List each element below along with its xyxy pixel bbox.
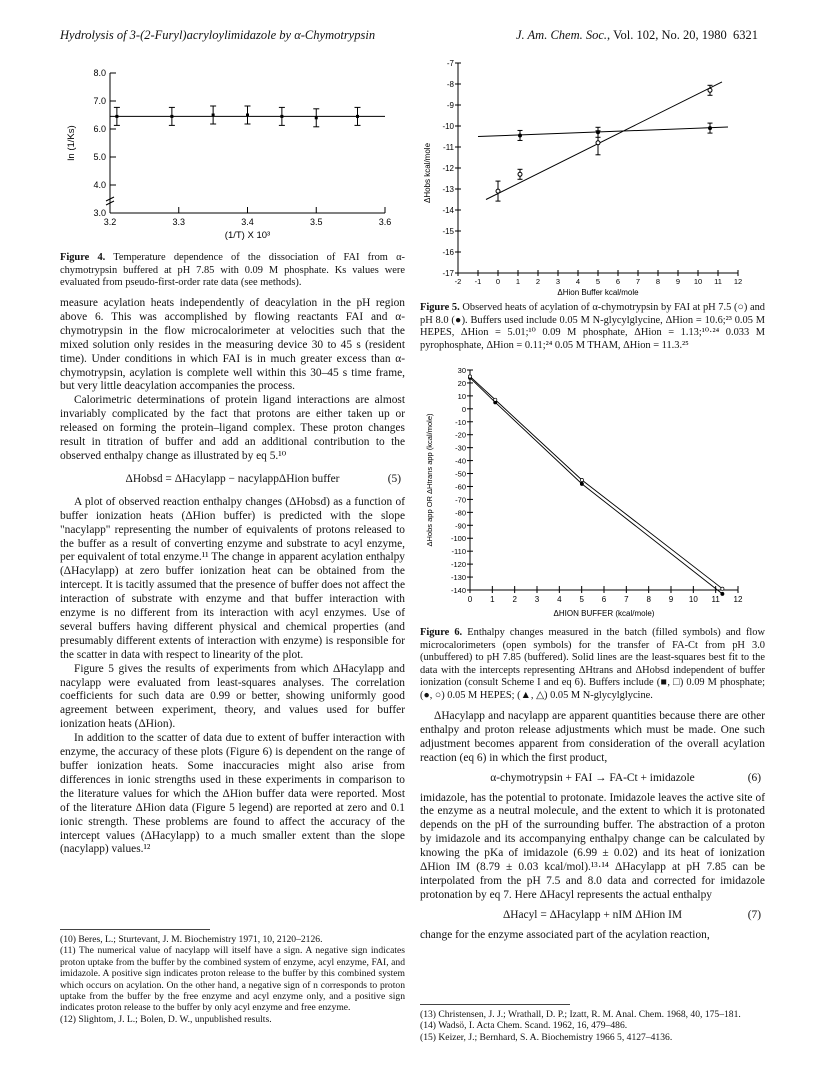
figure-5-caption-text: Observed heats of acylation of α-chymotrypsin by FAI at pH 7.5 (○) and pH 8.0 (●). Buffers used include 0.05 M N-glycylglycine, ΔHion = 10.6;²³ 0.05 M HEPES, ΔHion = 5.01;¹⁰ 0.09 M phosphate, ΔHion = 1.13;¹⁰·²⁴ 0.033 M pyrophosphate, ΔHion = 0.11;²⁴ 0.05 M THAM, ΔHion = 11.3.²⁵ [420, 302, 765, 351]
left-paragraph-3: A plot of observed reaction enthalpy changes (ΔHobsd) as a function of buffer ionization heats (ΔHion buffer) is predicted with the slope "nacylapp" representing the number of equivalents of protons released to the buffer as a result of converting enzyme and substrate to acyl enzyme, per equivalent of total enzyme.¹¹ The change in apparent acylation enthalpy (ΔHacylapp) at zero buffer ionization heat can be obtained from the intercept. It is tacitly assumed that the presence of buffer does not affect the interaction of substrate with enzyme and that buffer interaction with enzyme is no different from its interaction with acyl enzymes. Use of several buffers having different physical and chemical properties (and presumably different extents of interaction with enzyme) is responsible for the scatter in data with respect to linearity of the plot. [60, 495, 405, 661]
page-number: 6321 [733, 28, 758, 42]
fig5-y-tick-label: -17 [442, 269, 454, 278]
fig6-y-tick-label: -50 [455, 469, 466, 479]
equation-7-text: ΔHacyl = ΔHacylapp + nIM ΔHion IM [502, 908, 683, 921]
equation-7-number: (7) [747, 908, 761, 921]
footnote-13: (13) Christensen, J. J.; Wrathall, D. P.; Izatt, R. M. Anal. Chem. 1968, 40, 175–181. [420, 1009, 741, 1020]
figure-5-chart [420, 55, 765, 295]
fig4-y-tick-label: 3.0 [93, 208, 106, 218]
fig4-x-tick-label: 3.5 [309, 217, 323, 227]
fig4-data-point [280, 115, 283, 118]
fig6-y-tick-label: 10 [457, 391, 466, 401]
fig5-y-tick-label: -13 [442, 185, 454, 194]
fig6-y-tick-label: -70 [455, 495, 466, 505]
fig6-data-point [468, 375, 471, 378]
fig5-y-tick-label: -16 [442, 248, 454, 257]
fig5-x-tick-label: 1 [515, 277, 521, 286]
fig6-fit-line-1 [470, 378, 722, 594]
fig4-x-axis-label: (1/T) X 10³ [224, 230, 271, 241]
fig5-x-tick-label: 4 [575, 277, 581, 286]
fig4-data-point [212, 114, 215, 117]
figure-4-plot [66, 68, 391, 241]
fig6-y-tick-label: -80 [455, 508, 466, 518]
fig4-y-tick-label: 8.0 [93, 68, 106, 78]
footnote-rule [60, 929, 210, 930]
figure-4-caption-text: Temperature dependence of the dissociation of FAI from α-chymotrypsin buffered at pH 7.85 with 0.09 M phosphate. Ks values were evaluated from pseudo-first-order rate data (see methods). [60, 252, 405, 289]
fig6-y-tick-label: 20 [457, 378, 466, 388]
fig5-x-tick-label: -1 [474, 277, 482, 286]
left-paragraph-4: Figure 5 gives the results of experiments from which ΔHacylapp and nacylapp were evaluated from least-squares analyses. The correlation coefficients for such data are 0.99 or better, showing uniformly good agreement between experiment, theory, and values used for buffer ionization heats (ΔHion). [60, 662, 405, 731]
fig4-data-point [315, 116, 318, 119]
figure-5-caption [420, 302, 765, 352]
right-column-body [420, 710, 765, 943]
fig6-y-tick-label: -130 [450, 573, 466, 583]
figure-6-caption [420, 627, 765, 703]
fig5-y-tick-label: -8 [446, 80, 454, 89]
figure-6-caption-text: Enthalpy changes measured in the batch (filled symbols) and flow microcalorimeters (open symbols) for the transfer of FA-Ct from pH 3.0 (unbuffered) to pH 7.85 (buffered). Solid lines are the least-squares best fit to the data with the intercepts representing ΔHtrans and ΔHobsd independent of buffer ionization (consult Scheme I and eq 6). Buffers include (■, □) 0.09 M phosphate; (●, ○) 0.05 M HEPES; (▲, △) 0.05 M N-glycylglycine. [420, 627, 765, 701]
fig4-x-tick-label: 3.3 [172, 217, 186, 227]
fig5-x-tick-label: 2 [535, 277, 541, 286]
left-column-body [60, 297, 405, 857]
equation-6 [420, 772, 765, 786]
fig5-y-tick-label: -12 [442, 164, 454, 173]
fig5-data-point-ph75 [496, 189, 500, 193]
fig5-x-axis-label: ΔHion Buffer kcal/mole [557, 288, 639, 295]
figure-5-label: Figure 5. [420, 302, 460, 313]
footnote-rule-right [420, 1004, 570, 1005]
fig6-x-tick-label: 1 [490, 595, 495, 604]
fig4-data-point [170, 115, 173, 118]
fig5-data-point-ph75 [518, 172, 522, 176]
equation-7 [420, 909, 765, 923]
fig6-x-tick-label: 11 [711, 595, 720, 604]
fig6-x-tick-label: 0 [467, 595, 473, 604]
fig5-x-tick-label: -2 [454, 277, 462, 286]
fig5-y-tick-label: -15 [442, 227, 454, 236]
equation-6-number: (6) [747, 771, 761, 784]
fig6-data-point [580, 482, 583, 485]
figure-4-label: Figure 4. [60, 252, 106, 263]
equation-5 [60, 473, 405, 487]
equation-5-number: (5) [387, 472, 401, 485]
fig4-y-tick-label: 7.0 [93, 96, 106, 106]
fig4-x-tick-label: 3.6 [378, 217, 392, 227]
journal-name: J. Am. Chem. Soc. [515, 28, 608, 42]
fig5-y-tick-label: -7 [446, 59, 454, 68]
right-paragraph-1: ΔHacylapp and nacylapp are apparent quantities because there are other enthalpy and proton release adjustments which must be made. One such adjustment becomes apparent from consideration of the overall acylation reaction (eq 6) in which the first product, [420, 710, 765, 764]
footnote-15: (15) Keizer, J.; Bernhard, S. A. Biochemistry 1966 5, 4127–4136. [420, 1031, 673, 1043]
fig6-y-tick-label: 30 [457, 366, 466, 375]
fig6-data-point [580, 478, 583, 481]
fig6-x-tick-label: 6 [601, 595, 607, 604]
running-header-journal [516, 28, 758, 43]
fig5-data-point-ph75 [708, 88, 712, 92]
equation-5-text: ΔHobsd = ΔHacylapp − nacylappΔHion buffer [125, 472, 340, 485]
footnote-11: (11) The numerical value of nacylapp will itself have a sign. A negative sign indicates proton uptake from the buffer by the combined system of enzyme, acyl enzyme, FAI, and imidazole. A positive sign indicates proton release to the buffer by this combined system which occurs on acylation. On the other hand, a negative sign of n corresponds to proton uptake from the buffer by the free enzyme and acyl enzyme only, and a positive sign indicates proton release to the buffer by only acyl enzyme and free enzyme. [60, 945, 405, 1014]
fig5-y-tick-label: -11 [443, 143, 454, 152]
fig5-x-tick-label: 10 [693, 277, 703, 286]
left-paragraph-1: measure acylation heats independently of deacylation in the pH region above 6. This was accomplished by flowing reactants FAI and α-chymotrypsin in the flow microcalorimeter at velocities such that the mixed solution only resides in the measuring device 30 to 45 s (resident time). Under conditions in which FAI is in much greater excess than α-chymotrypsin, acylation is complete well within this 30–45 s time frame, but very little deacylation accompanies the process. [60, 297, 405, 393]
right-paragraph-2: imidazole, has the potential to protonate. Imidazole leaves the active site of the enzyme as a neutral molecule, and the extent to which it is protonated depends on the pH of the surrounding buffer. The abstraction of a proton by imidazole and its accompanying enthalpy change can be calculated by knowing the pKa of imidazole (6.99 ± 0.02) and its heat of ionization ΔHion IM (8.79 ± 0.03 kcal/mol).¹³·¹⁴ ΔHacylapp at pH 7.85 can be interpolated from the pH 7.5 and 8.0 data and corrected for imidazole protonation by eq 7. Here ΔHacyl represents the actual enthalpy [420, 791, 765, 901]
figure-4-chart [60, 58, 405, 248]
fig5-x-tick-label: 3 [555, 277, 561, 286]
fig6-fit-line-2 [470, 376, 722, 588]
fig6-y-tick-label: -110 [451, 547, 466, 557]
left-footnotes [60, 925, 405, 1025]
fig5-data-point-ph8 [518, 133, 522, 137]
fig6-x-tick-label: 3 [534, 595, 540, 604]
fig6-y-tick-label: -30 [455, 443, 466, 453]
fig6-x-tick-label: 10 [688, 595, 698, 604]
figure-4-caption [60, 252, 405, 290]
fig4-y-tick-label: 5.0 [93, 152, 106, 162]
fig6-y-tick-label: -20 [455, 430, 466, 440]
figure-6-chart [420, 362, 765, 622]
right-paragraph-3: change for the enzyme associated part of the acylation reaction, [420, 928, 710, 941]
footnote-12: (12) Slightom, J. L.; Bolen, D. W., unpublished results. [60, 1013, 272, 1025]
footnote-10: (10) Beres, L.; Sturtevant, J. M. Biochemistry 1971, 10, 2120–2126. [60, 934, 323, 945]
fig4-x-tick-label: 3.4 [241, 217, 254, 227]
journal-volume: , Vol. 102, No. 20, 1980 [607, 28, 727, 42]
fig6-y-axis-label: ΔHobs app OR ΔHtrans app (kcal/mole) [425, 413, 434, 547]
fig5-x-tick-label: 0 [495, 277, 501, 286]
fig5-x-tick-label: 6 [615, 277, 621, 286]
fig5-y-tick-label: -10 [442, 122, 454, 131]
figure-6-plot [425, 366, 743, 618]
footnote-14: (14) Wadsö, I. Acta Chem. Scand. 1962, 16, 479–486. [420, 1020, 628, 1032]
fig4-x-tick-label: 3.2 [103, 217, 117, 227]
fig4-data-point [115, 115, 118, 118]
fig4-data-point [356, 115, 359, 118]
fig6-data-point [721, 587, 724, 590]
fig5-x-tick-label: 9 [675, 277, 681, 286]
fig6-x-tick-label: 12 [733, 595, 743, 604]
equation-6-text: α-chymotrypsin + FAI → FA-Ct + imidazole [490, 771, 695, 784]
left-paragraph-2: Calorimetric determinations of protein ligand interactions are almost invariably complicated by the fact that protons are either taken up or released on forming the protein–ligand complex. These proton changes result in titration of buffer and add an additional contribution to the observed enthalpy change as illustrated by eq 5.¹⁰ [60, 394, 405, 462]
right-footnotes [420, 1000, 765, 1043]
fig6-y-tick-label: -10 [455, 417, 466, 427]
left-paragraph-5: In addition to the scatter of data due to extent of buffer interaction with enzyme, the accuracy of these plots (Figure 6) is dependent on the range of buffer ionization heats. Some inaccuracies might also arise from differences in ionic strengths used in these experiments in comparison to the literature values for which the ΔHion buffer data were reported. Most of the literature ΔHion data (Figure 5 legend) are reported at zero and 0.1 ionic strength. These problems are found to affect the accuracy of the intercept values (ΔHacylapp) to a much smaller extent than the slope (nacylapp) values.¹² [60, 732, 405, 856]
fig6-data-point [721, 592, 724, 595]
fig5-y-tick-label: -14 [442, 206, 454, 215]
fig6-y-tick-label: -140 [450, 586, 466, 595]
fig5-x-tick-label: 12 [733, 277, 743, 286]
fig6-y-tick-label: 0 [461, 404, 466, 414]
fig4-y-tick-label: 4.0 [93, 180, 106, 190]
figure-5-plot [423, 59, 742, 295]
fig4-data-point [246, 114, 249, 117]
fig6-y-tick-label: -120 [450, 560, 466, 570]
figure-6-label: Figure 6. [420, 627, 463, 638]
fig5-fit-line-ph8 [478, 127, 728, 136]
fig5-x-tick-label: 8 [655, 277, 661, 286]
fig5-x-tick-label: 11 [714, 277, 722, 286]
fig5-data-point-ph75 [596, 141, 600, 145]
fig5-x-tick-label: 5 [595, 277, 601, 286]
fig6-y-tick-label: -40 [455, 456, 466, 466]
fig4-y-tick-label: 6.0 [93, 124, 106, 134]
running-header-title: Hydrolysis of 3-(2-Furyl)acryloylimidazole by α-Chymotrypsin [60, 28, 376, 42]
fig6-x-tick-label: 5 [579, 595, 584, 604]
fig6-x-axis-label: ΔHION BUFFER (kcal/mole) [553, 609, 655, 618]
fig5-data-point-ph8 [708, 126, 712, 130]
fig6-x-tick-label: 7 [624, 595, 629, 604]
fig6-x-tick-label: 9 [668, 595, 674, 604]
fig6-x-tick-label: 8 [646, 595, 651, 604]
fig6-y-tick-label: -100 [450, 534, 466, 544]
fig6-y-tick-label: -90 [455, 521, 466, 531]
fig5-x-tick-label: 7 [635, 277, 641, 286]
fig6-x-tick-label: 4 [557, 595, 562, 604]
fig6-data-point [494, 398, 497, 401]
fig5-y-axis-label: ΔHobs kcal/mole [423, 142, 432, 204]
fig6-y-tick-label: -60 [455, 482, 466, 492]
fig5-y-tick-label: -9 [446, 101, 454, 110]
fig4-y-axis-label: ln (1/Ks) [66, 125, 77, 161]
fig6-x-tick-label: 2 [512, 595, 517, 604]
